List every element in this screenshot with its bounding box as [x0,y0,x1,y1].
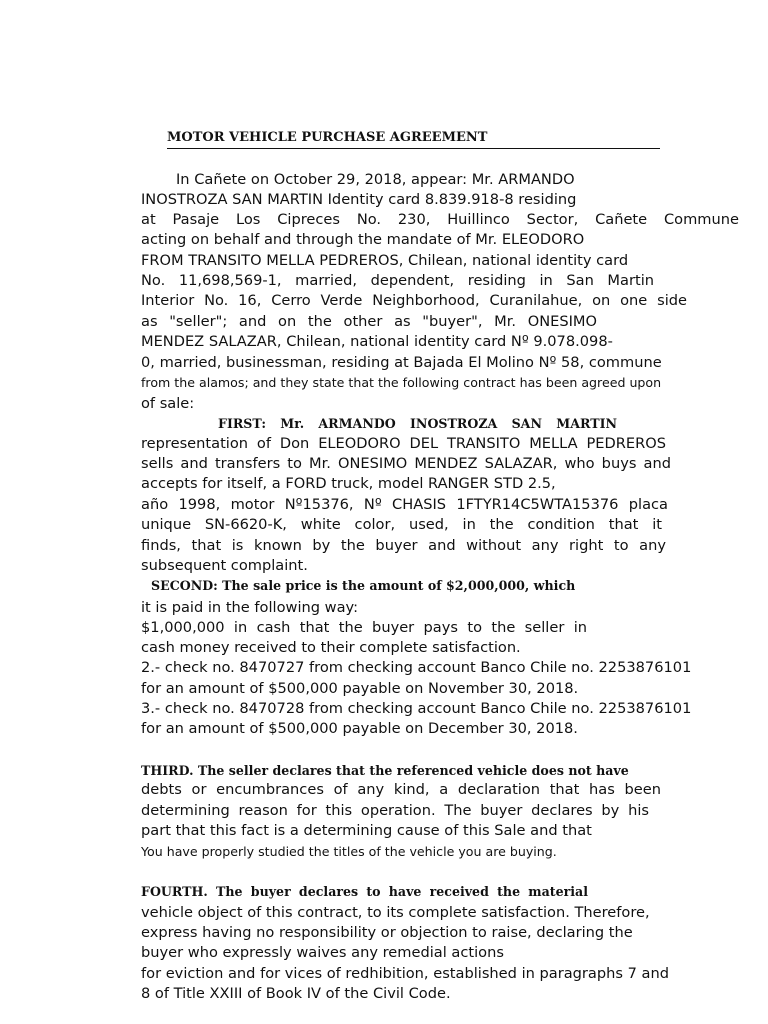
paragraph-line: part that this fact is a determining cause of this Sale and that [141,822,592,839]
paragraph-line: 8 of Title XXIII of Book IV of the Civil Code. [141,985,451,1002]
document-title: MOTOR VEHICLE PURCHASE AGREEMENT [167,130,660,149]
paragraph-line: You have properly studied the titles of the vehicle you are buying. [141,844,557,859]
payment-line: 3.- check no. 8470728 from checking account Banco Chile no. 2253876101 [141,700,692,717]
paragraph-line: $1,000,000 in cash that the buyer pays to the seller in [141,619,587,636]
paragraph-line: vehicle object of this contract, to its complete satisfaction. Therefore, [141,904,650,921]
paragraph-line: sells and transfers to Mr. ONESIMO MENDEZ SALAZAR, who buys and [141,455,671,472]
paragraph-line: buyer who expressly waives any remedial actions [141,944,504,961]
paragraph-line: debts or encumbrances of any kind, a declaration that has been [141,781,661,798]
paragraph-line: año 1998, motor Nº15376, Nº CHASIS 1FTYR14C5WTA15376 placa [141,496,668,513]
paragraph-line: MENDEZ SALAZAR, Chilean, national identity card Nº 9.078.098- [141,333,613,350]
paragraph-line: for eviction and for vices of redhibition, established in paragraphs 7 and [141,965,669,982]
paragraph-line: accepts for itself, a FORD truck, model RANGER STD 2.5, [141,475,556,492]
payment-line: 2.- check no. 8470727 from checking account Banco Chile no. 2253876101 [141,659,692,676]
paragraph-line: No. 11,698,569-1, married, dependent, residing in San Martin [141,272,654,289]
paragraph-line: acting on behalf and through the mandate of Mr. ELEODORO [141,231,585,248]
paragraph-line: representation of Don ELEODORO DEL TRANSITO MELLA PEDREROS [141,435,666,452]
paragraph-line: FROM TRANSITO MELLA PEDREROS, Chilean, national identity card [141,252,629,269]
paragraph-line: cash money received to their complete satisfaction. [141,639,521,656]
paragraph-line: In Cañete on October 29, 2018, appear: Mr. ARMANDO [176,171,575,188]
payment-line: for an amount of $500,000 payable on November 30, 2018. [141,680,579,697]
clause-second-heading: SECOND: The sale price is the amount of $2,000,000, which [151,578,576,593]
payment-line: for an amount of $500,000 payable on December 30, 2018. [141,720,578,737]
paragraph-line: as "seller"; and on the other as "buyer", Mr. ONESIMO [141,313,597,330]
paragraph-line: Interior No. 16, Cerro Verde Neighborhood, Curanilahue, on one side [141,292,687,309]
clause-third-heading: THIRD. The seller declares that the referenced vehicle does not have [141,763,629,778]
clause-fourth-heading: FOURTH. The buyer declares to have received the material [141,884,588,899]
paragraph-line: express having no responsibility or objection to raise, declaring the [141,924,633,941]
clause-first-heading: FIRST: Mr. ARMANDO INOSTROZA SAN MARTIN [218,416,617,431]
paragraph-line: of sale: [141,395,195,412]
paragraph-line: from the alamos; and they state that the following contract has been agreed upon [141,375,662,390]
paragraph-line: subsequent complaint. [141,557,308,574]
paragraph-line: determining reason for this operation. The buyer declares by his [141,802,649,819]
paragraph-line: at Pasaje Los Cipreces No. 230, Huillinco Sector, Cañete Commune [141,211,739,228]
paragraph-line: INOSTROZA SAN MARTIN Identity card 8.839.918-8 residing [141,191,577,208]
paragraph-line: it is paid in the following way: [141,599,359,616]
paragraph-line: unique SN-6620-K, white color, used, in the condition that it [141,516,662,533]
paragraph-line: 0, married, businessman, residing at Bajada El Molino Nº 58, commune [141,354,662,371]
paragraph-line: finds, that is known by the buyer and without any right to any [141,537,666,554]
